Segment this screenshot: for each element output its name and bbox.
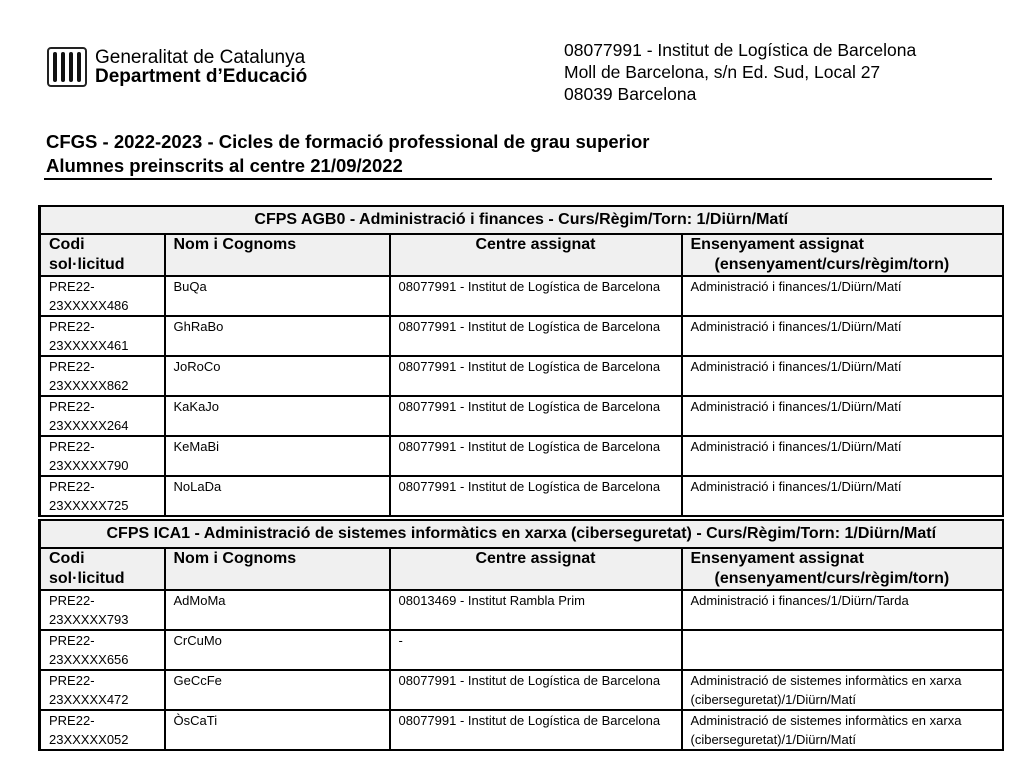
cell-codi: PRE22- 23XXXXX656 bbox=[40, 630, 165, 670]
title-line2: Alumnes preinscrits al centre 21/09/2022 bbox=[46, 155, 403, 176]
table-caption-row bbox=[40, 206, 1003, 234]
cell-nom: KaKaJo bbox=[165, 396, 390, 436]
col-header-text: sol·licitud bbox=[49, 256, 125, 273]
cell-ensenyament: Administració de sistemes informàtics en xarxa (ciberseguretat)/1/Diürn/Matí bbox=[682, 710, 1003, 750]
cell-centre: - bbox=[390, 630, 682, 670]
table-row bbox=[40, 710, 1003, 750]
table-caption: CFPS ICA1 - Administració de sistemes informàtics en xarxa (ciberseguretat) - Curs/Règim/Torn: 1/Diürn/Matí bbox=[40, 520, 1003, 548]
cell-centre: 08013469 - Institut Rambla Prim bbox=[390, 590, 682, 630]
cell-nom: AdMoMa bbox=[165, 590, 390, 630]
col-header-text: (ensenyament/curs/règim/torn) bbox=[714, 256, 950, 273]
table-row bbox=[40, 276, 1003, 316]
col-header-codi bbox=[40, 234, 165, 276]
school-address bbox=[564, 39, 916, 105]
cell-centre: 08077991 - Institut de Logística de Barcelona bbox=[390, 476, 682, 516]
col-header-text: (ensenyament/curs/règim/torn) bbox=[714, 570, 950, 587]
col-header-centre: Centre assignat bbox=[390, 234, 682, 276]
cell-ensenyament: Administració i finances/1/Diürn/Matí bbox=[682, 276, 1003, 316]
col-header-codi bbox=[40, 548, 165, 590]
cell-centre: 08077991 - Institut de Logística de Barcelona bbox=[390, 670, 682, 710]
table-header-row bbox=[40, 234, 1003, 276]
col-header-text: Codi bbox=[49, 550, 85, 567]
cell-codi: PRE22- 23XXXXX461 bbox=[40, 316, 165, 356]
cell-codi: PRE22- 23XXXXX793 bbox=[40, 590, 165, 630]
table-row bbox=[40, 356, 1003, 396]
col-header-nom: Nom i Cognoms bbox=[165, 234, 390, 276]
table-row bbox=[40, 436, 1003, 476]
cell-centre: 08077991 - Institut de Logística de Barcelona bbox=[390, 436, 682, 476]
cell-nom: ÒsCaTi bbox=[165, 710, 390, 750]
logo-line1: Generalitat de Catalunya bbox=[95, 47, 306, 68]
logo-line2: Department d’Educació bbox=[95, 66, 308, 87]
cell-codi: PRE22- 23XXXXX725 bbox=[40, 476, 165, 516]
cell-nom: NoLaDa bbox=[165, 476, 390, 516]
cell-centre: 08077991 - Institut de Logística de Barcelona bbox=[390, 710, 682, 750]
table-row bbox=[40, 630, 1003, 670]
cell-centre: 08077991 - Institut de Logística de Barcelona bbox=[390, 356, 682, 396]
generalitat-seal-icon bbox=[47, 47, 87, 87]
col-header-centre: Centre assignat bbox=[390, 548, 682, 590]
cell-centre: 08077991 - Institut de Logística de Barcelona bbox=[390, 276, 682, 316]
cell-ensenyament: Administració i finances/1/Diürn/Matí bbox=[682, 476, 1003, 516]
col-header-text: sol·licitud bbox=[49, 570, 125, 587]
cell-ensenyament: Administració de sistemes informàtics en xarxa (ciberseguretat)/1/Diürn/Matí bbox=[682, 670, 1003, 710]
cell-ensenyament: Administració i finances/1/Diürn/Tarda bbox=[682, 590, 1003, 630]
table-row bbox=[40, 670, 1003, 710]
table-caption: CFPS AGB0 - Administració i finances - Curs/Règim/Torn: 1/Diürn/Matí bbox=[40, 206, 1003, 234]
table-caption-row bbox=[40, 520, 1003, 548]
col-header-ensenyament bbox=[682, 548, 1003, 590]
address-line: 08039 Barcelona bbox=[564, 84, 697, 104]
col-header-ensenyament bbox=[682, 234, 1003, 276]
table-row bbox=[40, 476, 1003, 516]
cell-nom: GeCcFe bbox=[165, 670, 390, 710]
cell-ensenyament bbox=[682, 630, 1003, 670]
applicants-table bbox=[38, 519, 1004, 751]
cell-codi: PRE22- 23XXXXX862 bbox=[40, 356, 165, 396]
title-line1: CFGS - 2022-2023 - Cicles de formació professional de grau superior bbox=[46, 131, 650, 152]
col-header-text: Codi bbox=[49, 236, 85, 253]
col-header-nom: Nom i Cognoms bbox=[165, 548, 390, 590]
cell-centre: 08077991 - Institut de Logística de Barcelona bbox=[390, 316, 682, 356]
applicants-table bbox=[38, 205, 1004, 517]
cell-codi: PRE22- 23XXXXX486 bbox=[40, 276, 165, 316]
generalitat-logo bbox=[47, 47, 307, 87]
col-header-text: Ensenyament assignat bbox=[690, 236, 864, 253]
cell-ensenyament: Administració i finances/1/Diürn/Matí bbox=[682, 356, 1003, 396]
table-row bbox=[40, 396, 1003, 436]
cell-ensenyament: Administració i finances/1/Diürn/Matí bbox=[682, 436, 1003, 476]
cell-codi: PRE22- 23XXXXX472 bbox=[40, 670, 165, 710]
cell-centre: 08077991 - Institut de Logística de Barcelona bbox=[390, 396, 682, 436]
cell-ensenyament: Administració i finances/1/Diürn/Matí bbox=[682, 396, 1003, 436]
title-divider bbox=[44, 178, 992, 180]
cell-nom: KeMaBi bbox=[165, 436, 390, 476]
address-line: Moll de Barcelona, s/n Ed. Sud, Local 27 bbox=[564, 62, 881, 82]
cell-codi: PRE22- 23XXXXX052 bbox=[40, 710, 165, 750]
cell-codi: PRE22- 23XXXXX790 bbox=[40, 436, 165, 476]
table-row bbox=[40, 316, 1003, 356]
cell-ensenyament: Administració i finances/1/Diürn/Matí bbox=[682, 316, 1003, 356]
cell-nom: JoRoCo bbox=[165, 356, 390, 396]
cell-nom: BuQa bbox=[165, 276, 390, 316]
col-header-text: Ensenyament assignat bbox=[690, 550, 864, 567]
cell-nom: GhRaBo bbox=[165, 316, 390, 356]
address-line: 08077991 - Institut de Logística de Barcelona bbox=[564, 40, 917, 60]
cell-codi: PRE22- 23XXXXX264 bbox=[40, 396, 165, 436]
table-header-row bbox=[40, 548, 1003, 590]
table-row bbox=[40, 590, 1003, 630]
cell-nom: CrCuMo bbox=[165, 630, 390, 670]
document-title bbox=[46, 130, 650, 178]
